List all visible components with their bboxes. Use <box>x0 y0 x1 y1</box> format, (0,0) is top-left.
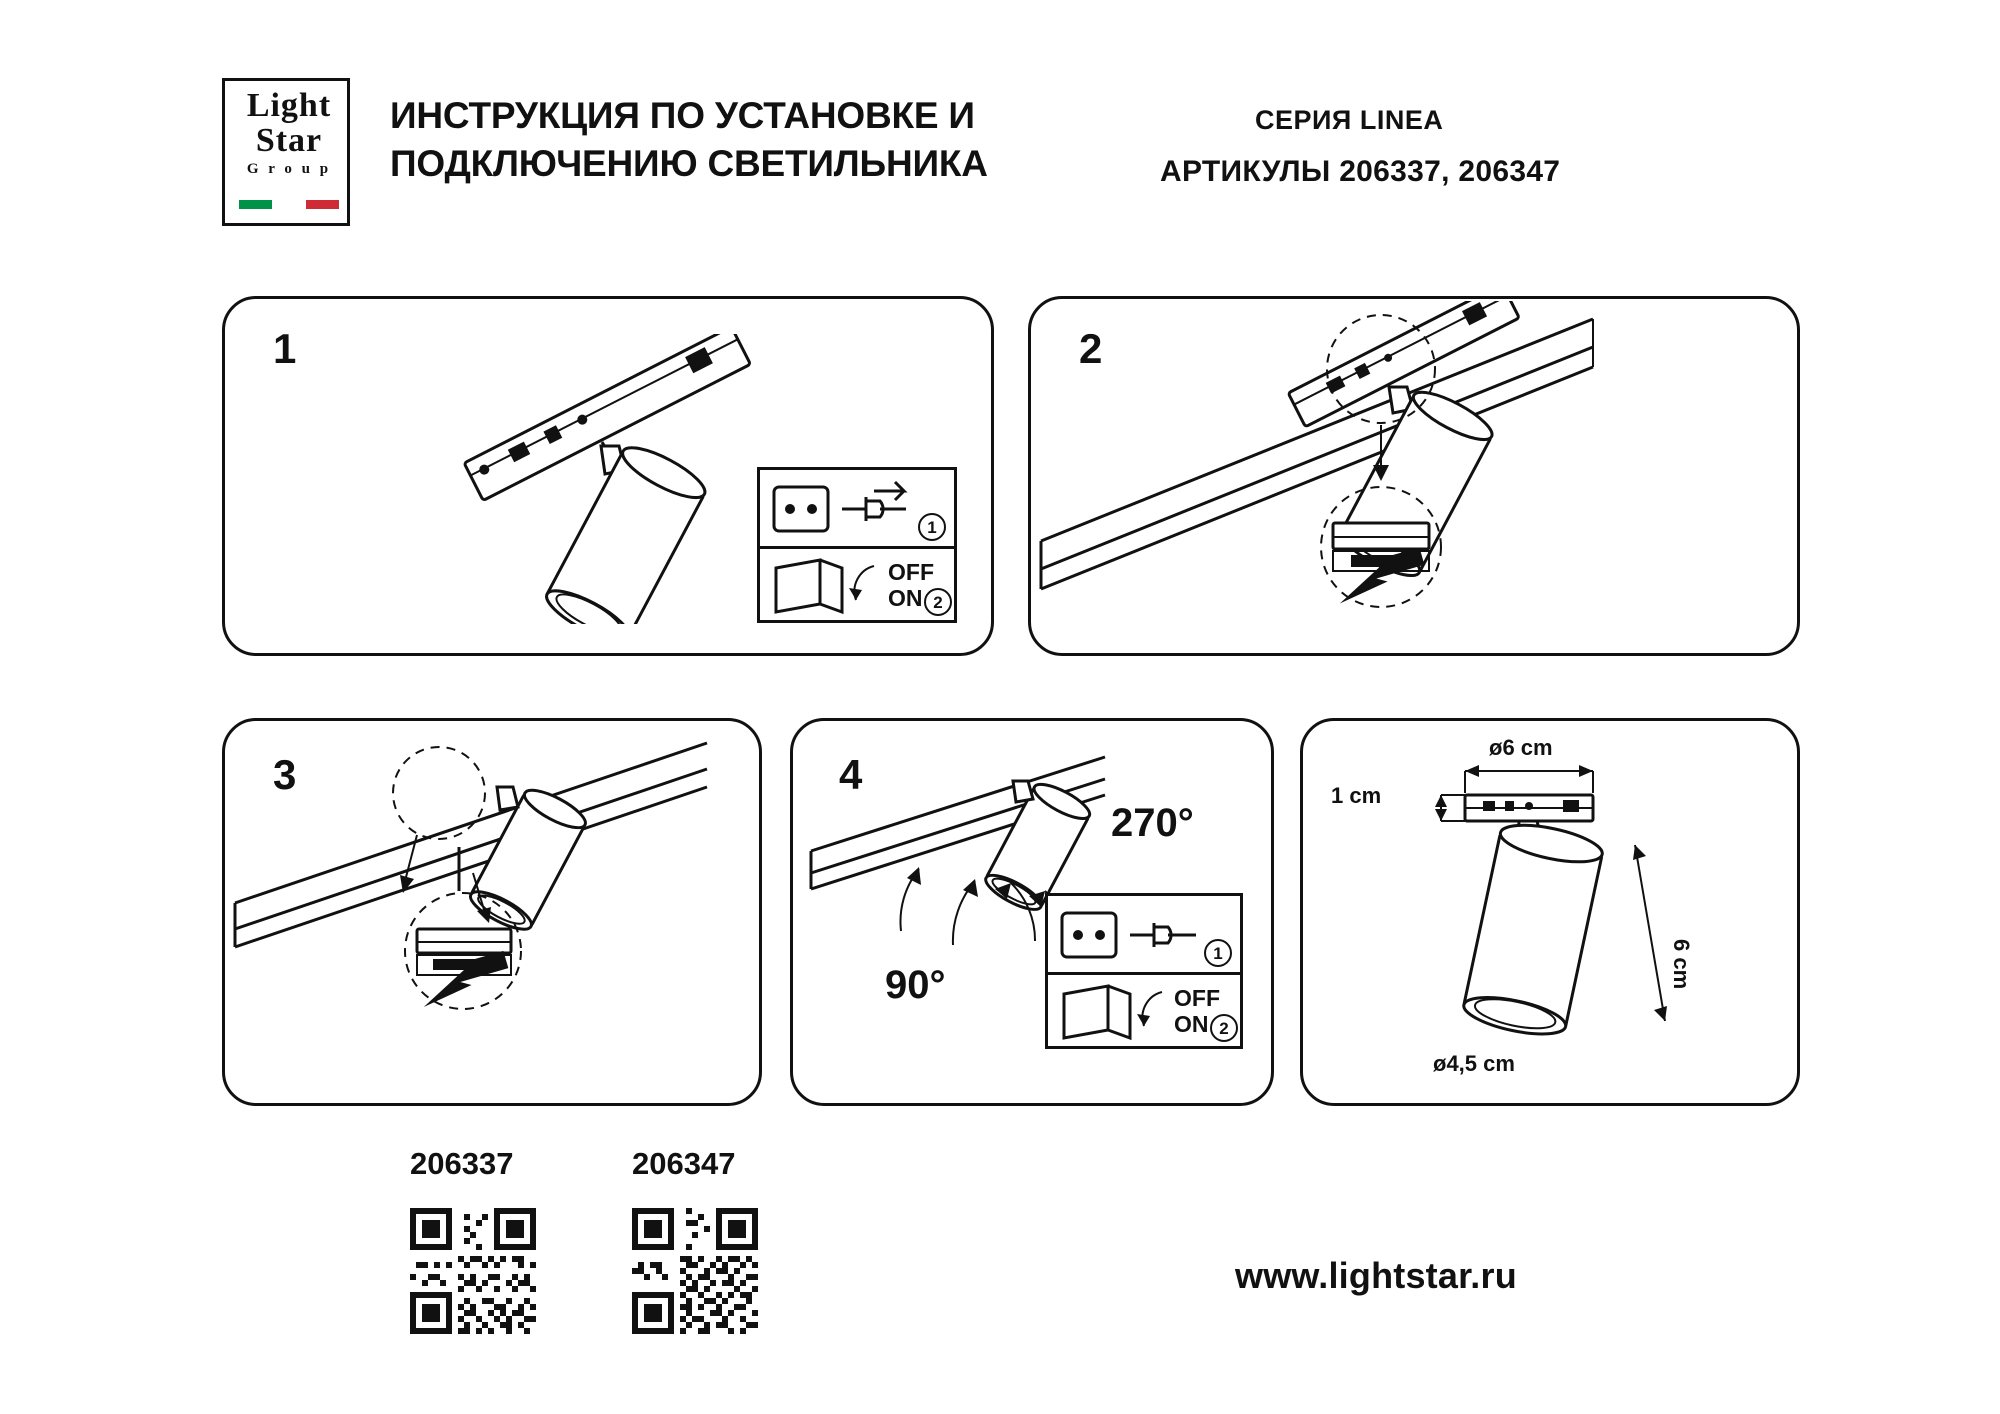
svg-text:ON: ON <box>888 585 923 611</box>
diameter-top-label: ø6 cm <box>1489 735 1553 760</box>
italy-flag-icon <box>239 200 339 209</box>
dimension-illustration <box>1313 729 1793 1099</box>
track-mount-illustration-2 <box>1033 301 1793 651</box>
dimensions-panel <box>1300 718 1800 1106</box>
angle-vertical-label: 270° <box>1111 801 1194 845</box>
brand-logo <box>222 78 350 226</box>
step-number-3: 3 <box>273 751 297 798</box>
track-detach-illustration-3 <box>227 723 757 1101</box>
website-link[interactable]: www.lightstar.ru <box>1235 1255 1517 1296</box>
step-panel-4 <box>790 718 1274 1106</box>
switch-icon <box>1048 974 1242 1050</box>
switch-icon <box>760 548 956 624</box>
step-number-4: 4 <box>839 751 863 798</box>
logo-line-3: G r o u p <box>246 161 332 178</box>
power-instruction-box-2 <box>1045 893 1243 1049</box>
svg-text:2: 2 <box>1219 1019 1229 1038</box>
svg-text:1: 1 <box>927 518 937 537</box>
angle-horizontal-label: 90° <box>885 963 946 1007</box>
step-number-1: 1 <box>273 325 297 372</box>
svg-text:OFF: OFF <box>888 559 934 585</box>
svg-text:1: 1 <box>1213 944 1223 963</box>
diameter-bottom-label: ø4,5 cm <box>1433 1051 1515 1076</box>
svg-text:2: 2 <box>933 593 943 612</box>
qr-label-206347: 206347 <box>632 1146 736 1181</box>
step-panel-3 <box>222 718 762 1106</box>
power-instruction-box-1 <box>757 467 957 623</box>
series-label: СЕРИЯ LINEA <box>1255 105 1444 135</box>
qr-label-206337: 206337 <box>410 1146 514 1181</box>
step-panel-2 <box>1028 296 1800 656</box>
qr-code-206337 <box>410 1208 536 1334</box>
page-title: ИНСТРУКЦИЯ ПО УСТАНОВКЕ И ПОДКЛЮЧЕНИЮ СВЕТИЛЬНИКА <box>390 95 988 185</box>
step-panel-1 <box>222 296 994 656</box>
length-label: 6 cm <box>1669 939 1694 990</box>
svg-text:ON: ON <box>1174 1011 1209 1037</box>
qr-code-206347 <box>632 1208 758 1334</box>
socket-plug-icon <box>760 471 956 545</box>
svg-text:OFF: OFF <box>1174 985 1220 1011</box>
logo-line-1: Light <box>246 87 332 124</box>
plate-height-label: 1 cm <box>1331 783 1382 808</box>
logo-line-2: Star <box>255 121 323 159</box>
articles-label: АРТИКУЛЫ 206337, 206347 <box>1160 155 1561 188</box>
socket-plug-icon <box>1048 897 1242 971</box>
step-number-2: 2 <box>1079 325 1103 372</box>
